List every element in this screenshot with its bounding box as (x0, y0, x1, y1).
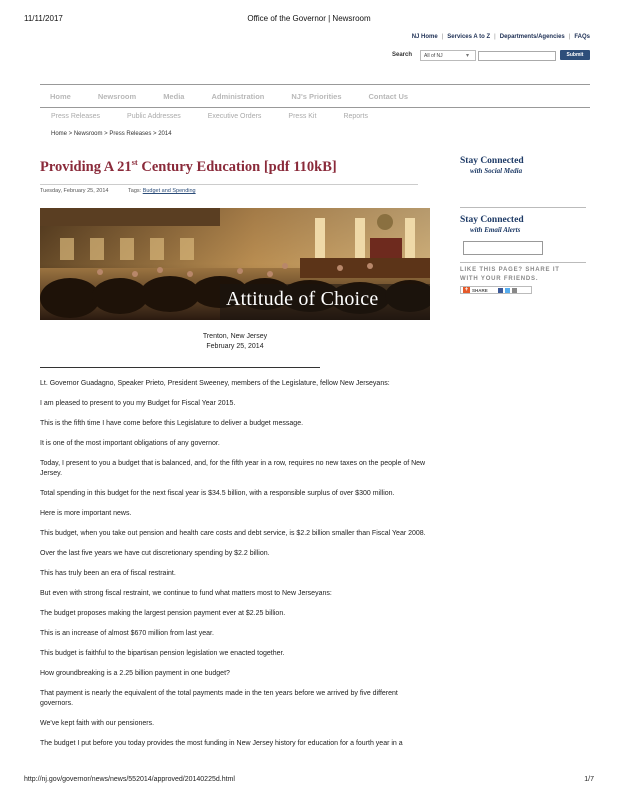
nav-media[interactable]: Media (163, 91, 185, 101)
separator: | (441, 34, 444, 40)
share-prompt-line: WITH YOUR FRIENDS. (460, 276, 539, 282)
chevron-down-icon: ▾ (465, 53, 469, 59)
search-label: Search (392, 52, 413, 58)
subnav-executive-orders[interactable]: Executive Orders (207, 113, 262, 120)
nav-nj-priorities[interactable]: NJ's Priorities (291, 91, 342, 101)
search-scope-value: All of NJ (424, 53, 443, 59)
tag-link[interactable]: Budget and Spending (142, 188, 196, 194)
plus-icon: + (464, 287, 469, 293)
paragraph: It is one of the most important obligations of any governor. (40, 440, 220, 447)
title-text-rest: Century Education [pdf 110kB] (137, 159, 337, 175)
article-body (40, 379, 430, 759)
article-meta (40, 188, 196, 194)
page-title (40, 159, 420, 176)
nav-home[interactable]: Home (50, 91, 71, 101)
banner-caption: Attitude of Choice (226, 288, 379, 310)
paragraph: This is an increase of almost $670 million from last year. (40, 630, 214, 637)
paragraph: The budget I put before you today provides the most funding in New Jersey history for education for a fourth year in a (40, 740, 403, 747)
paragraph: This is the fifth time I have come before this Legislature to deliver a budget message. (40, 420, 304, 427)
tags-label: Tags: (128, 188, 142, 194)
divider (460, 207, 586, 208)
nav-newsroom[interactable]: Newsroom (97, 91, 137, 101)
divider (40, 367, 320, 368)
sub-nav (51, 113, 395, 120)
share-label: SHARE (472, 287, 488, 293)
stay-connected-heading: Stay Connected (460, 215, 524, 225)
page-number: 1/7 (584, 776, 594, 783)
paragraph: Total spending in this budget for the next fiscal year is $34.5 billion, with a responsible surplus of over $300 million. (40, 490, 395, 497)
subnav-press-kit[interactable]: Press Kit (288, 113, 317, 120)
stay-connected-heading: Stay Connected (460, 156, 524, 166)
print-title: Office of the Governor | Newsroom (247, 14, 371, 23)
nav-administration[interactable]: Administration (211, 91, 265, 101)
paragraph: How groundbreaking is a 2.25 billion payment in one budget? (40, 670, 230, 677)
paragraph: We've kept faith with our pensioners. (40, 720, 155, 727)
separator: | (494, 34, 496, 40)
paragraph: This has truly been an era of fiscal restraint. (40, 570, 176, 577)
twitter-icon[interactable] (505, 288, 510, 293)
divider (460, 262, 586, 263)
search-scope-select[interactable] (420, 50, 476, 61)
print-url: http://nj.gov/governor/news/news/552014/approved/20140225d.html (24, 776, 235, 783)
main-nav (40, 84, 590, 108)
dateline-city: Trenton, New Jersey (202, 333, 268, 340)
article-date: Tuesday, February 25, 2014 (40, 188, 109, 194)
paragraph: Today, I present to you a budget that is balanced, and, for the fifth year in a row, requires no new taxes on the people of New Jersey. (40, 460, 426, 477)
util-link-faqs[interactable]: FAQs (574, 34, 590, 40)
search-bar (392, 50, 590, 62)
dateline (40, 332, 430, 352)
paragraph: That payment is nearly the equivalent of the total payments made in the ten years before we arrived by five different governors. (40, 690, 398, 707)
share-prompt (460, 266, 586, 284)
share-button[interactable] (460, 286, 532, 294)
print-header (24, 14, 594, 24)
subnav-reports[interactable]: Reports (343, 113, 368, 120)
title-superscript: st (131, 157, 138, 168)
breadcrumb[interactable]: Home > Newsroom > Press Releases > 2014 (51, 131, 172, 137)
divider (40, 184, 418, 185)
sidebar (460, 156, 586, 294)
email-icon[interactable] (512, 288, 517, 293)
paragraph: The budget proposes making the largest pension payment ever at $2.25 billion. (40, 610, 286, 617)
search-input[interactable] (478, 51, 556, 61)
paragraph: I am pleased to present to you my Budget for Fiscal Year 2015. (40, 400, 236, 407)
hero-image (40, 208, 430, 320)
paragraph: Here is more important news. (40, 510, 132, 517)
paragraph: Lt. Governor Guadagno, Speaker Prieto, President Sweeney, members of the Legislature, fellow New Jerseyans: (40, 380, 390, 387)
search-submit-button[interactable]: Submit (560, 50, 590, 60)
paragraph: This budget, when you take out pension and health care costs and debt service, is $2.2 billion smaller than Fiscal Year 2008. (40, 530, 426, 537)
paragraph: But even with strong fiscal restraint, we continue to fund what matters most to New Jerseyans: (40, 590, 332, 597)
facebook-icon[interactable] (498, 288, 503, 293)
email-alerts-link[interactable]: with Email Alerts (470, 226, 521, 234)
paragraph: Over the last five years we have cut discretionary spending by $2.2 billion. (40, 550, 270, 557)
dateline-date: February 25, 2014 (206, 343, 264, 350)
util-link-services[interactable]: Services A to Z (447, 34, 491, 40)
social-media-link[interactable]: with Social Media (470, 167, 523, 175)
paragraph: This budget is faithful to the bipartisan pension legislation we enacted together. (40, 650, 285, 657)
nav-contact-us[interactable]: Contact Us (368, 91, 409, 101)
email-input[interactable] (463, 241, 543, 255)
util-link-departments[interactable]: Departments/Agencies (499, 34, 565, 40)
title-text: Providing A 21 (40, 159, 132, 175)
util-link-nj-home[interactable]: NJ Home (411, 34, 438, 40)
utility-nav (412, 34, 590, 40)
subnav-press-releases[interactable]: Press Releases (51, 113, 101, 120)
subnav-public-addresses[interactable]: Public Addresses (127, 113, 181, 120)
separator: | (568, 34, 571, 40)
print-date: 11/11/2017 (24, 14, 63, 23)
share-prompt-line: LIKE THIS PAGE? SHARE IT (460, 267, 560, 273)
